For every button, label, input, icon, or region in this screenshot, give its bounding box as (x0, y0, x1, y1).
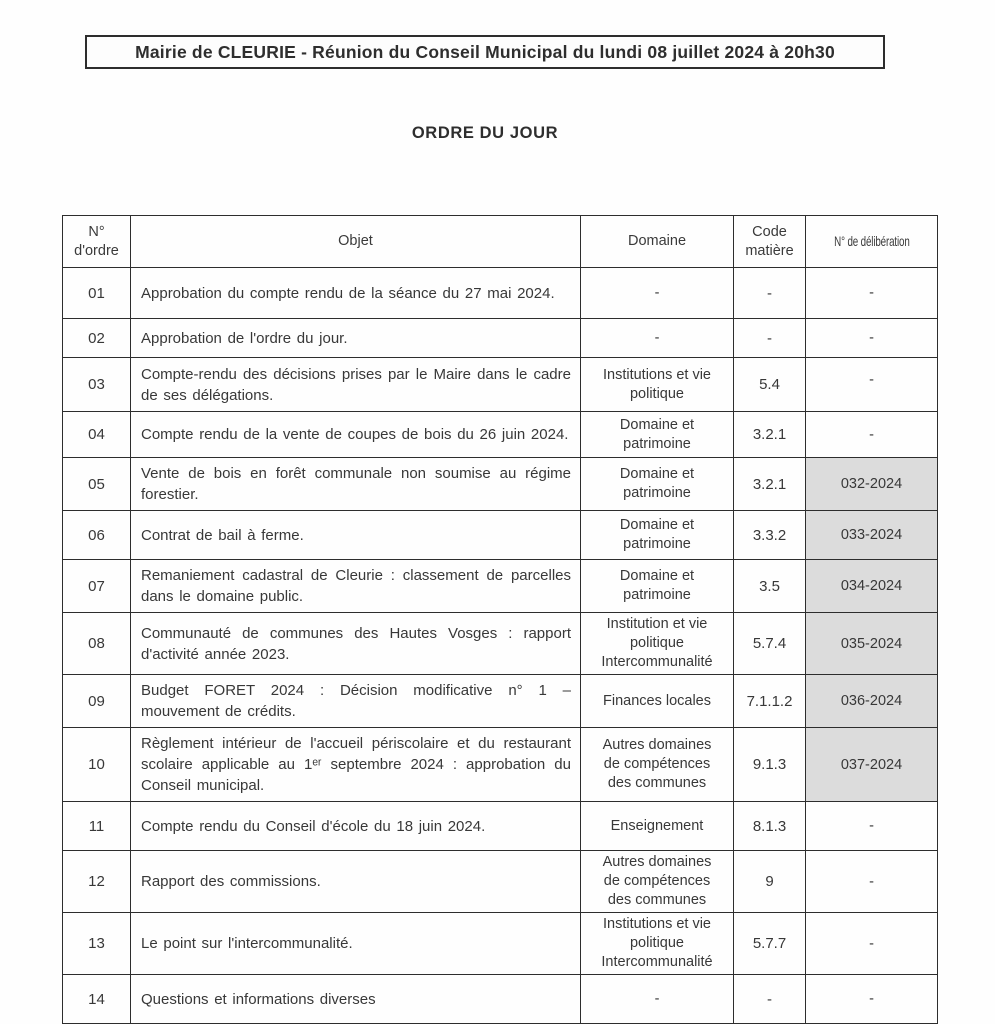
order-number-cell: 09 (63, 675, 131, 728)
order-number-cell: 13 (63, 913, 131, 975)
header-order-number: N° d'ordre (63, 216, 131, 268)
domaine-cell: Institutions et vie politique (581, 358, 734, 412)
order-number-cell: 02 (63, 319, 131, 358)
deliberation-cell: - (806, 975, 938, 1024)
table-row (63, 975, 938, 1024)
order-number-cell: 06 (63, 511, 131, 560)
domaine-cell: Institutions et vie politique Intercommunalité (581, 913, 734, 975)
domaine-cell: Autres domaines de compétences des communes (581, 728, 734, 802)
table-row (63, 458, 938, 511)
code-matiere-cell: 3.2.1 (734, 458, 806, 511)
table-row (63, 358, 938, 412)
objet-cell: Vente de bois en forêt communale non soumise au régime forestier. (131, 458, 581, 511)
code-matiere-cell: - (734, 268, 806, 319)
header-deliberation (806, 216, 938, 268)
objet-cell: Le point sur l'intercommunalité. (131, 913, 581, 975)
table-row (63, 728, 938, 802)
domaine-cell: Domaine et patrimoine (581, 560, 734, 613)
code-matiere-cell: 5.7.7 (734, 913, 806, 975)
deliberation-cell: - (806, 913, 938, 975)
document-title-banner (85, 35, 885, 69)
table-row (63, 511, 938, 560)
domaine-cell: Domaine et patrimoine (581, 511, 734, 560)
deliberation-cell: - (806, 802, 938, 851)
deliberation-cell: - (806, 319, 938, 358)
order-number-cell: 04 (63, 412, 131, 458)
deliberation-cell: - (806, 851, 938, 913)
domaine-cell: Domaine et patrimoine (581, 458, 734, 511)
table-row (63, 319, 938, 358)
code-matiere-cell: 5.7.4 (734, 613, 806, 675)
code-matiere-cell: 8.1.3 (734, 802, 806, 851)
deliberation-cell: 037-2024 (806, 728, 938, 802)
deliberation-cell: - (806, 412, 938, 458)
order-number-cell: 05 (63, 458, 131, 511)
deliberation-cell: 035-2024 (806, 613, 938, 675)
domaine-cell: Institution et vie politique Intercommunalité (581, 613, 734, 675)
order-number-cell: 07 (63, 560, 131, 613)
table-row (63, 268, 938, 319)
order-number-cell: 10 (63, 728, 131, 802)
domaine-cell: Autres domaines de compétences des communes (581, 851, 734, 913)
code-matiere-cell: - (734, 975, 806, 1024)
objet-cell: Communauté de communes des Hautes Vosges : rapport d'activité année 2023. (131, 613, 581, 675)
order-number-cell: 01 (63, 268, 131, 319)
table-row (63, 560, 938, 613)
order-number-cell: 08 (63, 613, 131, 675)
deliberation-cell: 033-2024 (806, 511, 938, 560)
header-code-matiere: Code matière (734, 216, 806, 268)
order-number-cell: 12 (63, 851, 131, 913)
order-number-cell: 03 (63, 358, 131, 412)
objet-cell: Compte rendu de la vente de coupes de bois du 26 juin 2024. (131, 412, 581, 458)
table-row (63, 675, 938, 728)
code-matiere-cell: 5.4 (734, 358, 806, 412)
table-row (63, 802, 938, 851)
domaine-cell: - (581, 975, 734, 1024)
domaine-cell: Enseignement (581, 802, 734, 851)
objet-cell: Contrat de bail à ferme. (131, 511, 581, 560)
table-row (63, 851, 938, 913)
order-number-cell: 11 (63, 802, 131, 851)
code-matiere-cell: 3.2.1 (734, 412, 806, 458)
objet-cell: Budget FORET 2024 : Décision modificative n° 1 – mouvement de crédits. (131, 675, 581, 728)
table-row (63, 412, 938, 458)
code-matiere-cell: 9.1.3 (734, 728, 806, 802)
objet-cell: Compte-rendu des décisions prises par le Maire dans le cadre de ses délégations. (131, 358, 581, 412)
deliberation-cell: 036-2024 (806, 675, 938, 728)
header-objet: Objet (131, 216, 581, 268)
objet-cell: Compte rendu du Conseil d'école du 18 juin 2024. (131, 802, 581, 851)
deliberation-cell: - (806, 268, 938, 319)
code-matiere-cell: 3.3.2 (734, 511, 806, 560)
document-title: Mairie de CLEURIE - Réunion du Conseil Municipal du lundi 08 juillet 2024 à 20h30 (135, 41, 835, 62)
domaine-cell: Finances locales (581, 675, 734, 728)
code-matiere-cell: 3.5 (734, 560, 806, 613)
table-header-row (63, 216, 938, 268)
header-domaine: Domaine (581, 216, 734, 268)
table-row (63, 913, 938, 975)
domaine-cell: - (581, 268, 734, 319)
objet-cell: Remaniement cadastral de Cleurie : classement de parcelles dans le domaine public. (131, 560, 581, 613)
deliberation-cell: - (806, 358, 938, 412)
objet-cell: Rapport des commissions. (131, 851, 581, 913)
deliberation-cell: 032-2024 (806, 458, 938, 511)
table-row (63, 613, 938, 675)
header-deliberation-label: N° de délibération (833, 232, 910, 249)
domaine-cell: - (581, 319, 734, 358)
order-number-cell: 14 (63, 975, 131, 1024)
agenda-heading: ORDRE DU JOUR (411, 124, 559, 142)
objet-cell: Approbation de l'ordre du jour. (131, 319, 581, 358)
deliberation-cell: 034-2024 (806, 560, 938, 613)
code-matiere-cell: 7.1.1.2 (734, 675, 806, 728)
code-matiere-cell: 9 (734, 851, 806, 913)
code-matiere-cell: - (734, 319, 806, 358)
agenda-table (62, 215, 938, 1024)
objet-cell: Approbation du compte rendu de la séance du 27 mai 2024. (131, 268, 581, 319)
objet-cell: Règlement intérieur de l'accueil périscolaire et du restaurant scolaire applicable au 1ᵉʳ septembre 2024 : approbation du Conseil municipal. (131, 728, 581, 802)
objet-cell: Questions et informations diverses (131, 975, 581, 1024)
domaine-cell: Domaine et patrimoine (581, 412, 734, 458)
